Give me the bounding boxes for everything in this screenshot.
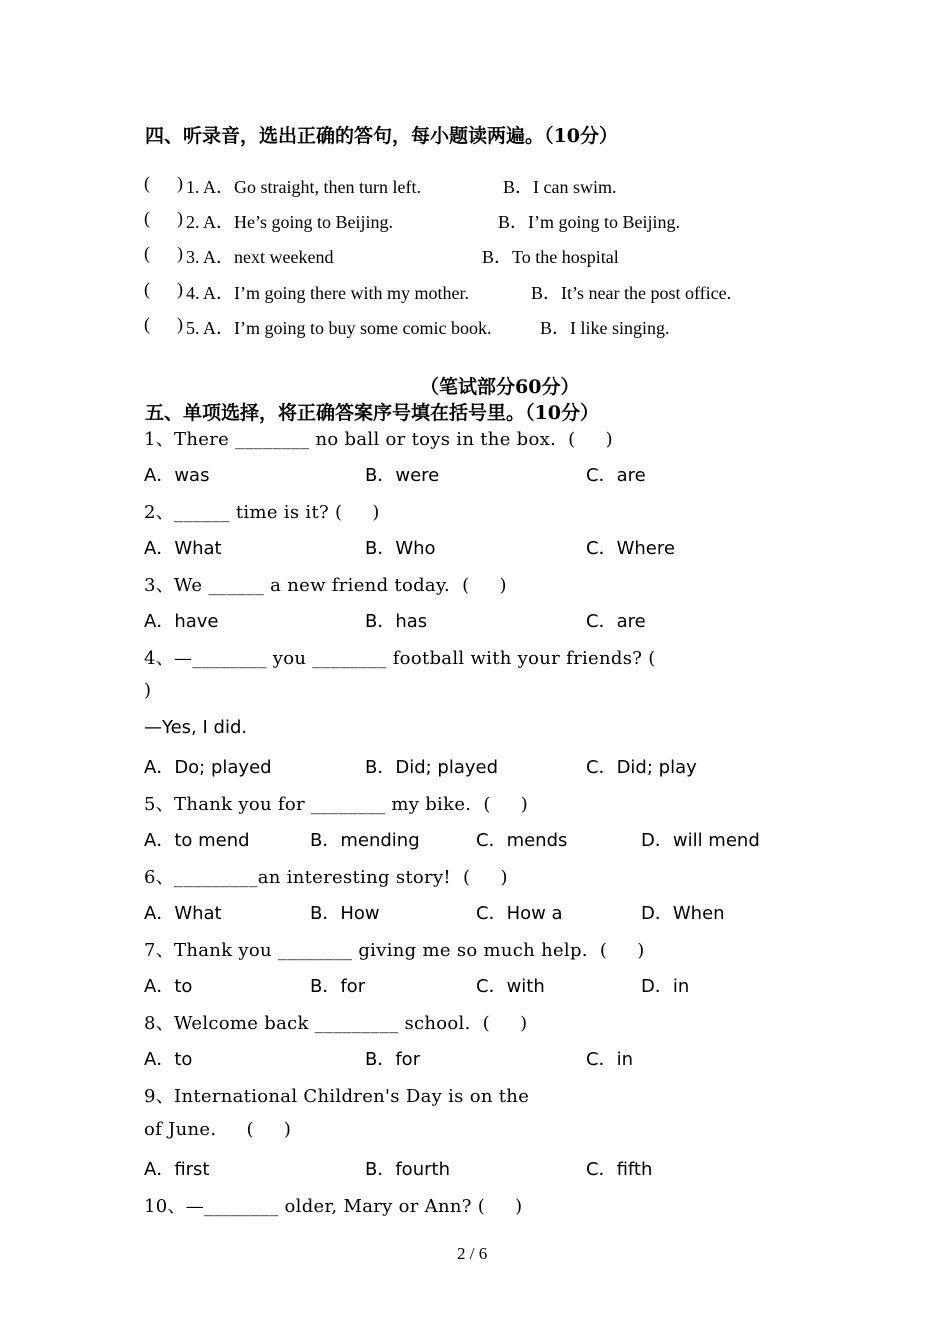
- q4-option-c: C．Did; play: [586, 757, 697, 778]
- q2-option-c: C．Where: [586, 538, 675, 559]
- listening-option-a: 5. A．I’m going to buy some comic book.: [186, 318, 492, 338]
- listening-option-a: 2. A．He’s going to Beijing.: [186, 212, 393, 232]
- listening-bracket: ( ): [144, 279, 183, 299]
- q3-option-c: C．are: [586, 611, 646, 632]
- question-9-continued: of June. ( ): [144, 1119, 292, 1140]
- q5-option-d: D．will mend: [641, 830, 760, 851]
- listening-option-b: B．To the hospital: [482, 247, 619, 267]
- q8-option-a: A．to: [144, 1049, 193, 1070]
- q7-option-c: C．with: [476, 976, 545, 997]
- q7-option-b: B．for: [310, 976, 366, 997]
- q4-option-b: B．Did; played: [365, 757, 499, 778]
- q8-option-c: C．in: [586, 1049, 633, 1070]
- listening-option-a: 1. A．Go straight, then turn left.: [186, 177, 421, 197]
- question-3: 3、We ______ a new friend today. ( ): [144, 575, 507, 596]
- q1-option-c: C．are: [586, 465, 646, 486]
- q7-option-d: D．in: [641, 976, 690, 997]
- q6-option-d: D．When: [641, 903, 725, 924]
- q3-option-a: A．have: [144, 611, 219, 632]
- listening-option-b: B．I like singing.: [540, 318, 670, 338]
- listening-option-a: 3. A．next weekend: [186, 247, 334, 267]
- question-4: 4、—________ you ________ football with your friends? (: [144, 648, 656, 669]
- q1-option-a: A．was: [144, 465, 210, 486]
- question-2: 2、______ time is it? ( ): [144, 502, 380, 523]
- listening-option-b: B．I can swim.: [503, 177, 617, 197]
- listening-bracket: ( ): [144, 243, 183, 263]
- question-1: 1、There ________ no ball or toys in the box. ( ): [144, 429, 613, 450]
- section-4-heading: 四、听录音，选出正确的答句，每小题读两遍。（10分）: [145, 125, 618, 147]
- q5-option-a: A．to mend: [144, 830, 250, 851]
- page-number: 2 / 6: [457, 1244, 488, 1263]
- listening-bracket: ( ): [144, 173, 183, 193]
- q9-option-c: C．fifth: [586, 1159, 653, 1180]
- q8-option-b: B．for: [365, 1049, 421, 1070]
- listening-bracket: ( ): [144, 208, 183, 228]
- q2-option-a: A．What: [144, 538, 222, 559]
- q7-option-a: A．to: [144, 976, 193, 997]
- q9-option-a: A．first: [144, 1159, 210, 1180]
- q3-option-b: B．has: [365, 611, 428, 632]
- listening-bracket: ( ): [144, 314, 183, 334]
- q5-option-c: C．mends: [476, 830, 568, 851]
- listening-option-b: B．It’s near the post office.: [531, 283, 732, 303]
- listening-option-a: 4. A．I’m going there with my mother.: [186, 283, 469, 303]
- question-10: 10、—________ older, Mary or Ann? ( ): [144, 1196, 523, 1217]
- q2-option-b: B．Who: [365, 538, 436, 559]
- q1-option-b: B．were: [365, 465, 440, 486]
- listening-option-b: B．I’m going to Beijing.: [498, 212, 680, 232]
- written-part-title: （笔试部分60分）: [420, 376, 580, 398]
- question-8: 8、Welcome back _________ school. ( ): [144, 1013, 528, 1034]
- question-9: 9、International Children's Day is on the: [144, 1086, 530, 1107]
- q6-option-b: B．How: [310, 903, 380, 924]
- q5-option-b: B．mending: [310, 830, 420, 851]
- question-7: 7、Thank you ________ giving me so much help. ( ): [144, 940, 645, 961]
- q4-option-a: A．Do; played: [144, 757, 272, 778]
- question-4-continued: ): [144, 680, 152, 701]
- question-6: 6、_________an interesting story! ( ): [144, 867, 508, 888]
- q9-option-b: B．fourth: [365, 1159, 450, 1180]
- q6-option-c: C．How a: [476, 903, 563, 924]
- question-5: 5、Thank you for ________ my bike. ( ): [144, 794, 529, 815]
- section-5-heading: 五、单项选择，将正确答案序号填在括号里。（10分）: [145, 402, 599, 424]
- question-4-reply: —Yes, I did.: [144, 717, 248, 738]
- q6-option-a: A．What: [144, 903, 222, 924]
